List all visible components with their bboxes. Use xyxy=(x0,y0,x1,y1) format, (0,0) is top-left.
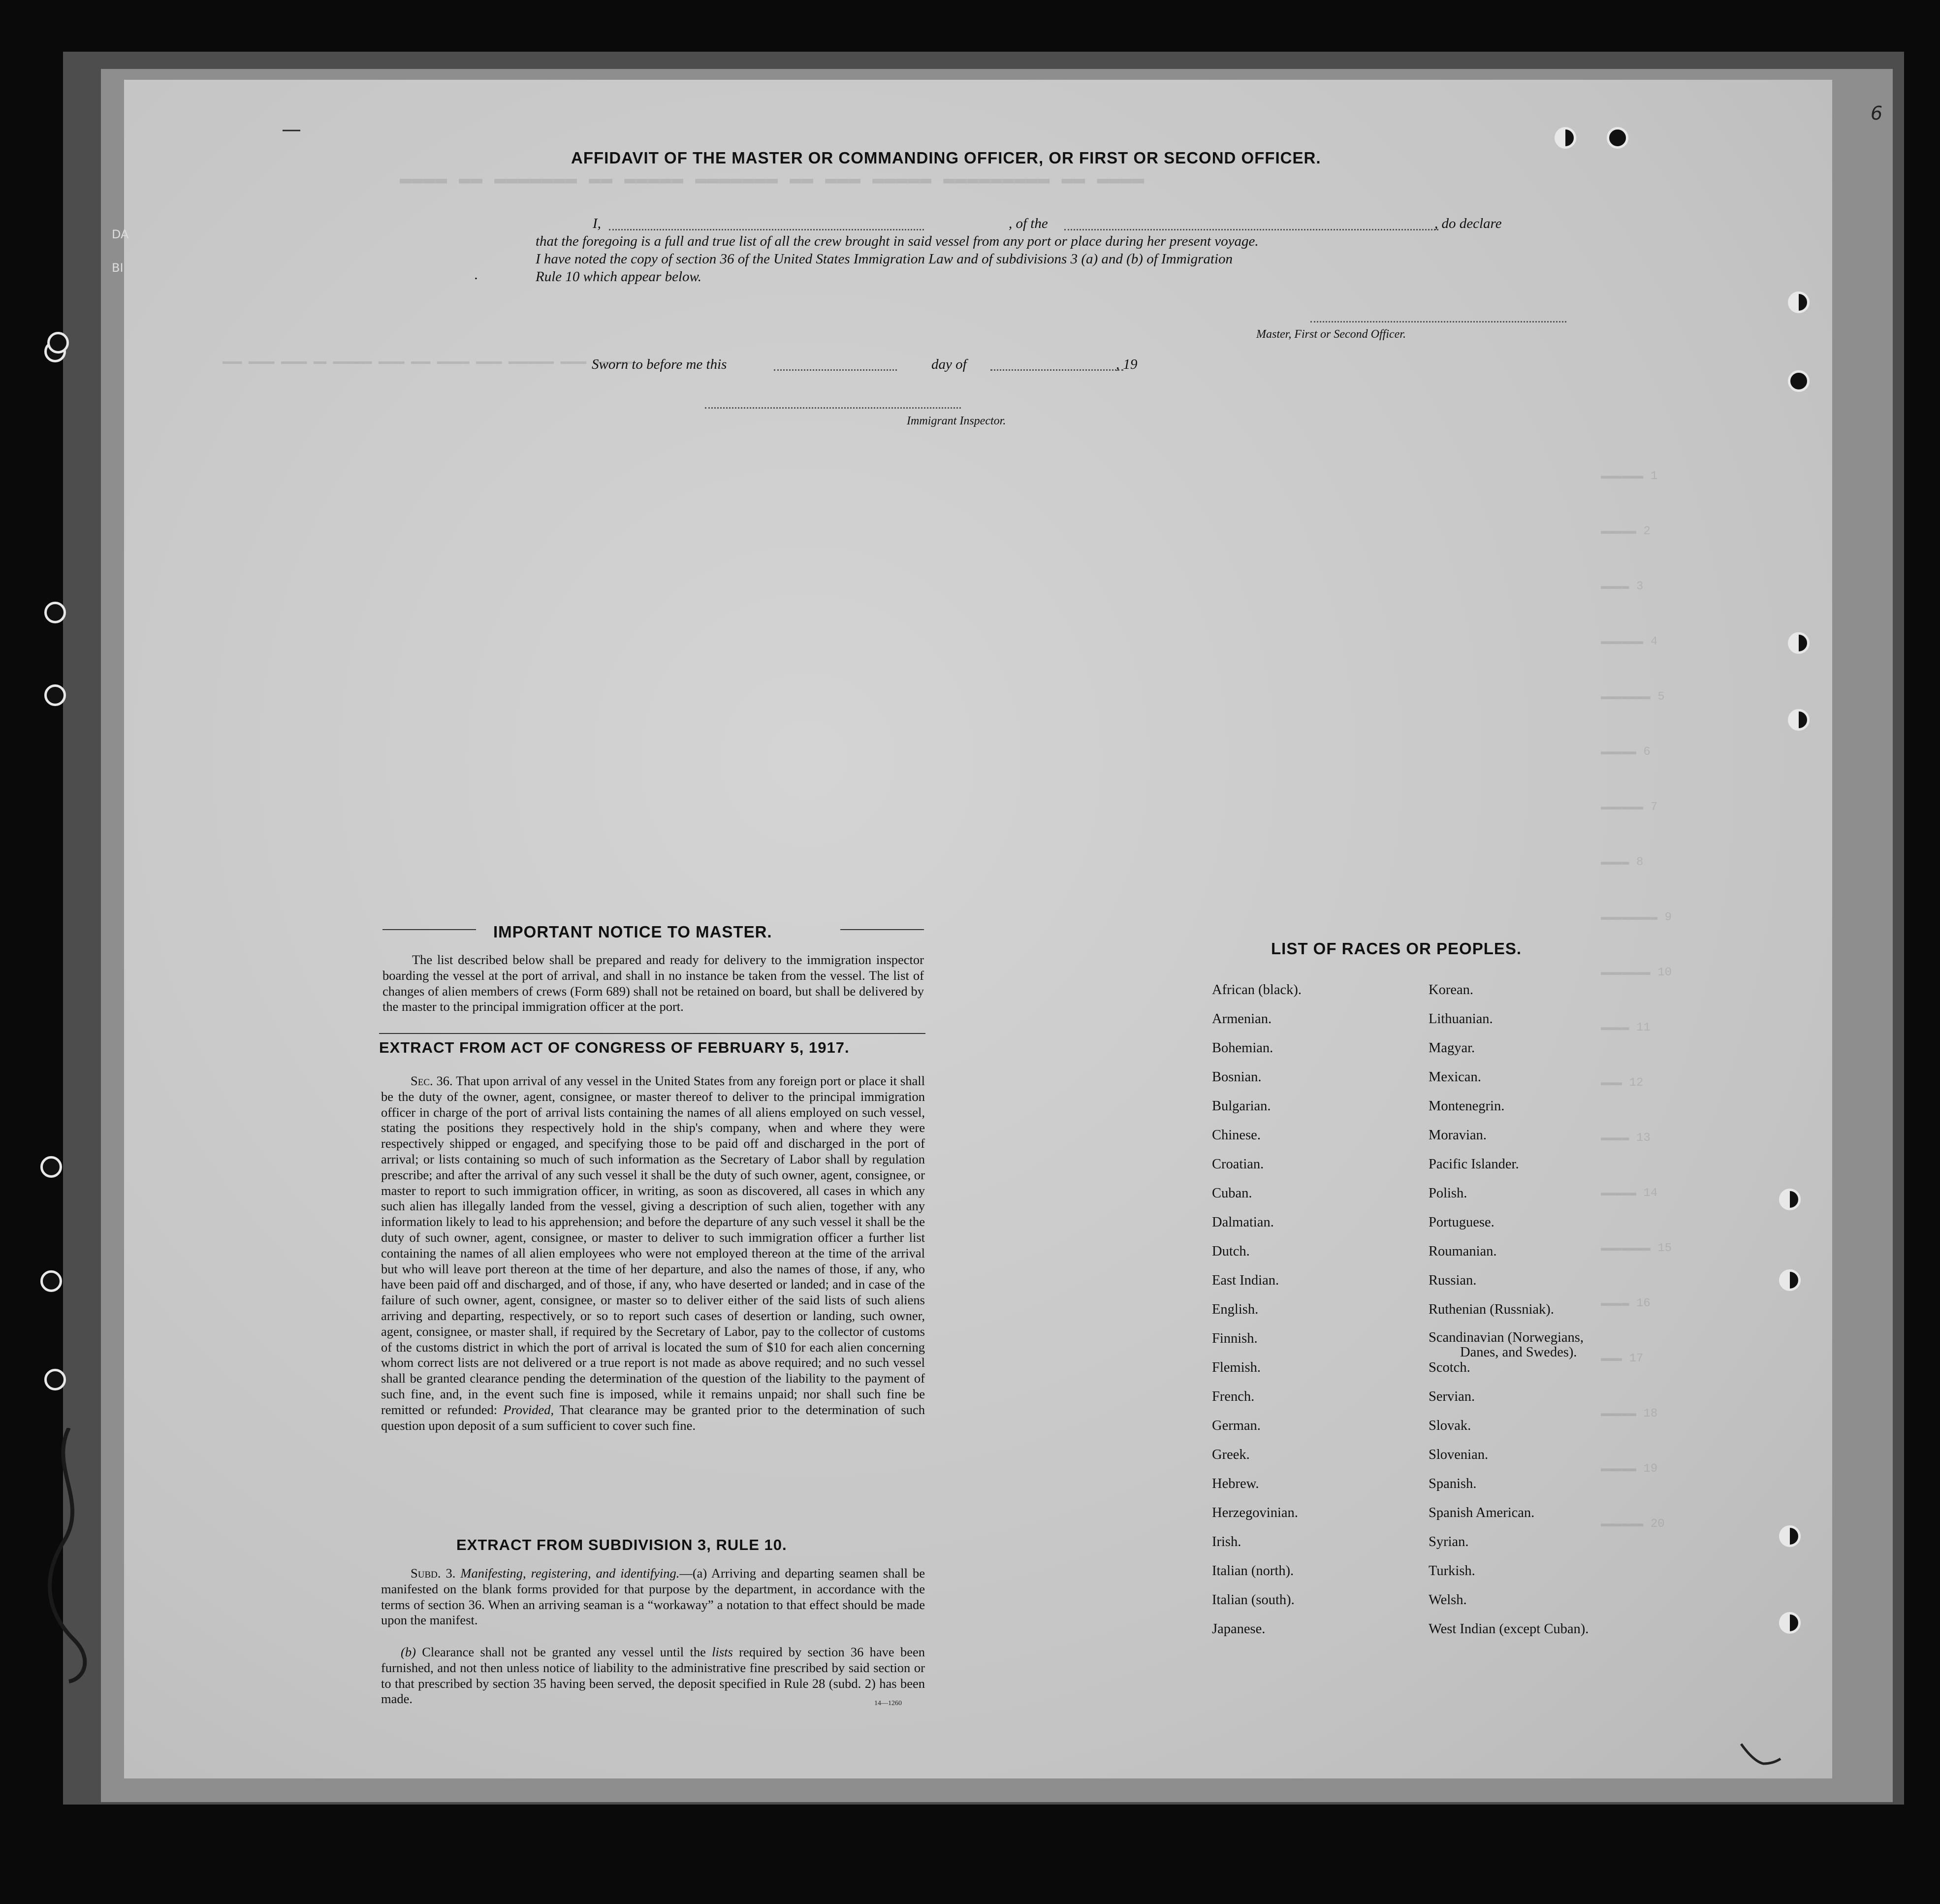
race-item: French. xyxy=(1212,1389,1255,1404)
punch-hole-icon xyxy=(44,602,66,623)
subd-b-label: (b) xyxy=(401,1645,416,1659)
sworn-text: Sworn to before me this xyxy=(592,356,727,372)
race-item: Servian. xyxy=(1429,1389,1475,1404)
affidavit-line-2: that the foregoing is a full and true list of all the crew brought in said vessel from any port or place during her present voyage. xyxy=(536,233,1259,249)
notice-top-rule xyxy=(840,929,924,930)
master-signature-line xyxy=(1310,321,1566,323)
punch-hole-icon xyxy=(1779,1269,1801,1291)
rule-subd-b xyxy=(381,1645,925,1707)
rule-subd-a xyxy=(381,1566,925,1628)
punch-hole-icon xyxy=(44,684,66,706)
race-item: East Indian. xyxy=(1212,1273,1279,1288)
punch-hole-icon xyxy=(1788,632,1810,654)
race-item: Finnish. xyxy=(1212,1331,1258,1346)
punch-hole-icon xyxy=(1788,291,1810,313)
margin-dot: . xyxy=(475,267,478,283)
notice-text xyxy=(382,952,924,1015)
affidavit-line-1-start: I, xyxy=(593,216,601,231)
race-item: Montenegrin. xyxy=(1429,1098,1505,1114)
race-item: Magyar. xyxy=(1429,1040,1475,1056)
race-item: Armenian. xyxy=(1212,1011,1272,1027)
race-item-scandinavian xyxy=(1429,1330,1589,1359)
race-item: Ruthenian (Russniak). xyxy=(1429,1302,1554,1317)
margin-mark: BI xyxy=(112,261,124,275)
race-item: Syrian. xyxy=(1429,1534,1469,1549)
race-item: Italian (north). xyxy=(1212,1563,1294,1579)
race-item: Dalmatian. xyxy=(1212,1215,1274,1230)
notice-top-rule xyxy=(382,929,476,930)
race-item: Turkish. xyxy=(1429,1563,1475,1579)
race-item: Pacific Islander. xyxy=(1429,1157,1519,1172)
race-item: Welsh. xyxy=(1429,1592,1467,1608)
race-item: Polish. xyxy=(1429,1186,1467,1201)
punch-hole-icon xyxy=(40,1156,62,1178)
races-right-column xyxy=(1429,982,1589,1650)
races-left-column xyxy=(1212,982,1302,1650)
margin-mark: 6 xyxy=(1871,102,1883,124)
race-item: Italian (south). xyxy=(1212,1592,1295,1608)
race-item: Russian. xyxy=(1429,1273,1477,1288)
vessel-blank xyxy=(1064,229,1438,230)
affidavit-line-4: Rule 10 which appear below. xyxy=(536,269,701,285)
master-signature-label: Master, First or Second Officer. xyxy=(1256,328,1406,341)
check-mark-icon xyxy=(1739,1739,1783,1769)
subd-b-body-1: Clearance shall not be granted any vessel until the xyxy=(422,1645,706,1659)
race-item: Bulgarian. xyxy=(1212,1098,1271,1114)
punch-hole-icon xyxy=(40,1270,62,1292)
race-item: Bosnian. xyxy=(1212,1069,1262,1085)
subd-label: Subd. 3. xyxy=(411,1566,456,1581)
provided-word: Provided, xyxy=(503,1402,554,1417)
race-item: Portuguese. xyxy=(1429,1215,1495,1230)
races-title: LIST OF RACES OR PEOPLES. xyxy=(1271,939,1522,958)
race-item: African (black). xyxy=(1212,982,1302,998)
subd-heading: Manifesting, registering, and identifying. xyxy=(460,1566,680,1581)
punch-hole-icon xyxy=(47,332,69,354)
race-item: Moravian. xyxy=(1429,1128,1487,1143)
affidavit-title: AFFIDAVIT OF THE MASTER OR COMMANDING OFFICER, OR FIRST OR SECOND OFFICER. xyxy=(571,149,1321,167)
inspector-signature-line xyxy=(705,407,961,409)
manifest-page xyxy=(112,80,1883,1778)
punch-hole-icon xyxy=(44,1369,66,1390)
race-item: Dutch. xyxy=(1212,1244,1250,1259)
punch-hole-icon xyxy=(1779,1525,1801,1547)
subd-a-body: —(a) Arriving and departing seamen shall be manifested on the blank forms provided for that purpose by the department, in accordance with the terms of section 36. When an arriving seaman is a “workaway” a notation to that effect should be made upon the manifest. xyxy=(381,1566,925,1628)
race-item: English. xyxy=(1212,1302,1259,1317)
race-item: Herzegovinian. xyxy=(1212,1505,1298,1520)
form-number: 14—1260 xyxy=(874,1700,902,1707)
punch-hole-icon xyxy=(1607,127,1628,149)
margin-mark: — xyxy=(282,118,301,141)
subd-b-body-2: required by section 36 have been furnished, and not then unless notice of liability to the administrative fine prescribed by said section or to that prescribed by section 35 having been served, the deposit specified in Rule 28 (subd. 2) has been made. xyxy=(381,1645,925,1707)
act-body-end: That clearance may be granted prior to the determination of such question upon deposit of a sum sufficient to cover such fine. xyxy=(381,1402,925,1433)
race-item: Hebrew. xyxy=(1212,1476,1259,1491)
race-item-line: Scandinavian (Norwegians, xyxy=(1429,1330,1584,1345)
race-item: Bohemian. xyxy=(1212,1040,1273,1056)
race-item: Slovenian. xyxy=(1429,1447,1489,1462)
race-item: Greek. xyxy=(1212,1447,1250,1462)
race-item: Slovak. xyxy=(1429,1418,1471,1433)
act-rule xyxy=(379,1033,925,1034)
section-label: Sec. 36. xyxy=(411,1073,453,1088)
race-item: Roumanian. xyxy=(1429,1244,1497,1259)
month-blank xyxy=(990,369,1123,371)
act-text xyxy=(381,1073,925,1433)
rule-title: EXTRACT FROM SUBDIVISION 3, RULE 10. xyxy=(456,1536,787,1553)
race-item: Flemish. xyxy=(1212,1360,1261,1375)
race-item: Mexican. xyxy=(1429,1069,1481,1085)
race-item: Chinese. xyxy=(1212,1128,1261,1143)
punch-hole-icon xyxy=(1779,1612,1801,1634)
bleed-through-text: ▬▬▬▬ ▬▬ ▬▬▬▬▬▬▬ ▬▬ ▬▬▬▬▬ ▬▬▬▬▬▬▬ ▬▬ ▬▬▬ ▬▬▬▬▬ ▬▬▬▬▬▬▬▬▬ ▬▬ ▬▬▬▬ xyxy=(400,168,1145,191)
bleed-through-text: ▬▬▬ ▬▬▬▬ ▬▬▬▬ ▬▬ ▬▬▬▬▬▬ ▬▬▬▬ ▬▬▬ ▬▬▬▬▬ ▬▬▬▬ ▬▬▬▬▬▬▬ ▬▬▬▬ ▬▬▬▬▬▬ xyxy=(223,355,632,368)
bleed-through-text: ▬▬▬▬▬▬ 1 ▬▬▬▬▬ 2 ▬▬▬▬ 3 ▬▬▬▬▬▬ 4 ▬▬▬▬▬▬▬ 5 ▬▬▬▬▬ 6 ▬▬▬▬▬▬ 7 ▬▬▬▬ 8 ▬▬▬▬▬▬▬▬ 9 ▬▬▬▬▬▬▬ 10 ▬▬▬▬ 11 ▬▬▬ 12 ▬▬▬▬ 13 ▬▬▬▬▬ 14 ▬▬▬▬▬▬▬ 15 ▬▬▬▬ 16 ▬▬▬ 17 ▬▬▬▬▬ 18 ▬▬▬▬▬ 19 ▬▬▬▬▬▬ 20 xyxy=(1601,470,1672,1531)
race-item: Scotch. xyxy=(1429,1360,1470,1375)
affidavit-line-1-mid: , of the xyxy=(1009,216,1048,231)
binding-cord xyxy=(20,1428,108,1684)
day-of-text: day of xyxy=(931,356,967,372)
notice-body: The list described below shall be prepared and ready for delivery to the immigration inspector boarding the vessel at the port of arrival, and shall in no instance be taken from the vessel. The list of changes of alien members of crews (Form 689) shall not be retained on board, but shall be delivered by the master to the principal immigration officer at the port. xyxy=(382,952,924,1014)
race-item: Irish. xyxy=(1212,1534,1241,1549)
act-title: EXTRACT FROM ACT OF CONGRESS OF FEBRUARY 5, 1917. xyxy=(379,1039,850,1056)
punch-hole-icon xyxy=(1779,1189,1801,1210)
name-blank xyxy=(609,229,924,230)
inspector-label: Immigrant Inspector. xyxy=(907,415,1006,427)
race-item: German. xyxy=(1212,1418,1261,1433)
race-item: Japanese. xyxy=(1212,1621,1266,1637)
race-item: Korean. xyxy=(1429,982,1473,998)
day-blank xyxy=(774,369,897,371)
race-item: Lithuanian. xyxy=(1429,1011,1493,1027)
race-item: Croatian. xyxy=(1212,1157,1264,1172)
race-item: Cuban. xyxy=(1212,1186,1252,1201)
punch-hole-icon xyxy=(1555,127,1576,149)
race-item: Spanish American. xyxy=(1429,1505,1535,1520)
race-item-line: Danes, and Swedes). xyxy=(1460,1345,1577,1360)
race-item: Spanish. xyxy=(1429,1476,1477,1491)
margin-mark: DA xyxy=(112,227,129,241)
punch-hole-icon xyxy=(1788,709,1810,731)
affidavit-line-1-end: , do declare xyxy=(1434,216,1502,231)
subd-b-lists: lists xyxy=(712,1645,733,1659)
punch-hole-icon xyxy=(1788,370,1810,392)
race-item: West Indian (except Cuban). xyxy=(1429,1621,1589,1637)
act-body: That upon arrival of any vessel in the United States from any foreign port or place it shall be the duty of the owner, agent, consignee, or master thereof to deliver to the principal immigration officer in charge of the port of arrival lists containing the names of all aliens employed on such vessel, stating the positions they respectively hold in the ship's company, when and where they were respectively shipped or engaged, and specifying those to be paid off and discharged in the port of arrival; or lists containing so much of such information as the Secretary of Labor shall by regulation prescribe; and after the arrival of any such vessel it shall be the duty of such owner, agent, consignee, or master to report to such immigration officer, in writing, as soon as discovered, all cases in which any such alien has illegally landed from the vessel, giving a description of such alien, together with any information likely to lead to his apprehension; and before the departure of any such vessel it shall be the duty of such owner, agent, consignee, or master to deliver to such immigration officer a further list containing the names of all alien employees who were not employed thereon at the time of the arrival but who will leave port thereon at the time of her departure, and also the names of those, if any, who have been paid off and discharged, and of those, if any, who have deserted or landed; and in case of the failure of such owner, agent, consignee, or master so to deliver either of the said lists of such aliens arriving and departing, respectively, or so to report such cases of desertion or landing, such owner, agent, consignee, or master shall, if required by the Secretary of Labor, pay to the collector of customs of the customs district in which the port of arrival is located the sum of $10 for each alien concerning whom correct lists are not delivered or a true report is not made as above required; and no such vessel shall be granted clearance pending the determination of the question of the liability to the payment of such fine, and, in the event such fine is imposed, while it remains unpaid; nor shall such fine be remitted or refunded: xyxy=(381,1073,925,1417)
year-text: , 19 xyxy=(1116,356,1138,372)
notice-title: IMPORTANT NOTICE TO MASTER. xyxy=(493,923,772,941)
affidavit-line-3: I have noted the copy of section 36 of the United States Immigration Law and of subdivisions 3 (a) and (b) of Immigration xyxy=(536,251,1233,267)
